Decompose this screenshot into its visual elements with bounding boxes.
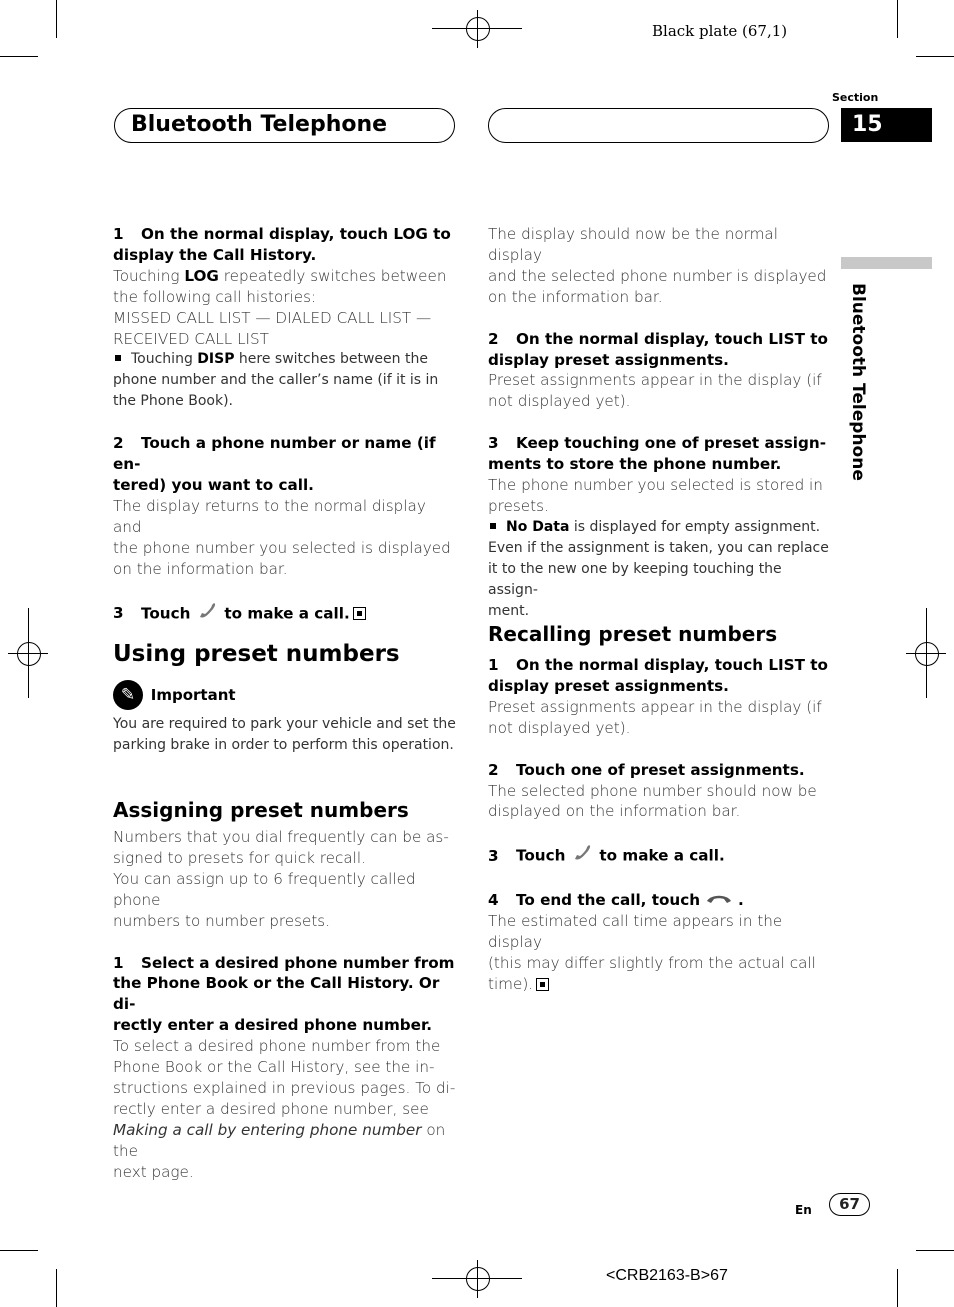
phone-end-icon <box>706 890 732 911</box>
section-label: Section <box>832 91 879 104</box>
language-label: En <box>795 1203 812 1217</box>
blank-title-box <box>488 108 829 143</box>
section-title-box <box>114 108 455 143</box>
important-box <box>113 680 458 710</box>
plate-label: Black plate (67,1) <box>652 22 788 40</box>
step-heading: 1 On the normal display, touch LOG to <box>113 225 451 243</box>
important-label: Important <box>150 685 236 704</box>
body-text: The display should now be the normal display <box>488 225 778 264</box>
step-heading: display preset assignments. <box>488 350 729 369</box>
body-text: not displayed yet). <box>488 718 631 737</box>
step-heading: 1 Select a desired phone number from <box>113 953 455 972</box>
important-icon: ✎ <box>113 680 143 710</box>
body-text: and the selected phone number is displayed <box>488 266 827 285</box>
step-heading: 1 On the normal display, touch LIST to <box>488 656 828 674</box>
step-heading: 3 Touch to make a call. <box>488 843 833 869</box>
crop-mark <box>897 0 898 38</box>
section-number-box <box>841 108 932 142</box>
step-heading: the Phone Book or the Call History. Or di- <box>113 974 440 1014</box>
step-heading: tered) you want to call. <box>113 475 314 494</box>
body-text: The estimated call time appears in the display <box>488 912 783 952</box>
step-heading: 4 To end the call, touch . <box>488 891 744 910</box>
body-text: on the information bar. <box>488 287 663 306</box>
step-heading: 2 Touch one of preset assignments. <box>488 760 805 779</box>
crop-mark <box>56 0 57 38</box>
step-heading: display the Call History. <box>113 245 317 264</box>
step-heading: 3 Touch to make a call. <box>113 601 458 627</box>
note-text: parking brake in order to perform this operation. <box>113 737 454 753</box>
note-text: ment. <box>488 602 530 619</box>
body-text: next page. <box>113 1162 194 1181</box>
side-tab-label: Bluetooth Telephone <box>848 283 868 481</box>
body-text: on the information bar. <box>113 559 288 578</box>
phone-call-icon <box>571 843 593 869</box>
assign-section <box>113 797 458 823</box>
body-text: The selected phone number should now be <box>488 781 817 800</box>
bullet-icon <box>490 523 496 529</box>
step-heading: rectly enter a desired phone number. <box>113 1016 433 1035</box>
body-text: Making a call by entering phone number on the <box>113 1120 446 1160</box>
side-tab-bar <box>841 257 932 269</box>
left-column <box>113 224 458 626</box>
recall-section <box>488 621 833 647</box>
subsection-heading: Assigning preset numbers <box>113 798 409 822</box>
body-text: displayed on the information bar. <box>488 802 741 821</box>
body-text: Phone Book or the Call History, see the in- <box>113 1058 435 1077</box>
crop-mark <box>916 56 954 57</box>
note-text: the Phone Book). <box>113 393 233 410</box>
body-text: The display returns to the normal display and <box>113 496 426 536</box>
note-text: You are required to park your vehicle and set the <box>113 716 456 732</box>
note-text: Even if the assignment is taken, you can replace <box>488 539 829 556</box>
body-text: Touching LOG repeatedly switches between <box>113 266 447 285</box>
body-text: time). <box>488 974 833 995</box>
step-heading: 2 Touch a phone number or name (if en- <box>113 434 436 474</box>
body-text: RECEIVED CALL LIST <box>113 329 269 348</box>
body-text: numbers to number presets. <box>113 911 331 930</box>
body-text: Preset assignments appear in the display (if <box>488 697 822 716</box>
step-heading: display preset assignments. <box>488 676 729 695</box>
body-text: not displayed yet). <box>488 392 631 411</box>
crop-mark <box>56 1269 57 1307</box>
body-text: Numbers that you dial frequently can be as- <box>113 828 449 846</box>
crop-mark <box>0 56 38 57</box>
body-text: signed to presets for quick recall. <box>113 848 366 867</box>
body-text: structions explained in previous pages. To di- <box>113 1078 456 1097</box>
page-title: Bluetooth Telephone <box>131 112 388 137</box>
step-heading: 2 On the normal display, touch LIST to <box>488 329 828 348</box>
crop-mark <box>0 1250 38 1251</box>
important-text <box>113 714 458 756</box>
page-number: 67 <box>829 1193 870 1216</box>
body-text: Preset assignments appear in the display (if <box>488 371 822 390</box>
body-text: rectly enter a desired phone number, see <box>113 1099 429 1118</box>
end-mark-icon <box>536 978 549 991</box>
end-mark-icon <box>353 607 366 620</box>
crop-mark <box>897 1269 898 1307</box>
subsection-heading: Recalling preset numbers <box>488 622 778 646</box>
right-column <box>488 224 833 621</box>
body-text: the phone number you selected is displayed <box>113 538 451 557</box>
note-text: it to the new one by keeping touching the assign- <box>488 560 782 598</box>
body-text: The phone number you selected is stored in <box>488 476 823 495</box>
note-text: phone number and the caller’s name (if it is in <box>113 372 439 389</box>
note-text: Touching DISP here switches between the <box>113 349 458 370</box>
body-text: the following call histories: <box>113 287 317 306</box>
step-heading: ments to store the phone number. <box>488 455 782 474</box>
step-heading: 3 Keep touching one of preset assign- <box>488 434 826 453</box>
body-text: (this may differ slightly from the actual call <box>488 954 816 973</box>
section-heading: Using preset numbers <box>113 641 400 667</box>
phone-call-icon <box>196 601 218 627</box>
note-text: No Data is displayed for empty assignment. <box>488 517 833 538</box>
crop-mark <box>916 1250 954 1251</box>
body-text: You can assign up to 6 frequently called phone <box>113 869 416 909</box>
body-text: presets. <box>488 496 549 515</box>
using-section <box>113 640 458 668</box>
body-text: MISSED CALL LIST — DIALED CALL LIST — <box>113 308 432 327</box>
section-number: 15 <box>852 112 883 137</box>
assign-column <box>113 827 458 1183</box>
recall-column <box>488 655 833 995</box>
body-text: To select a desired phone number from the <box>113 1037 441 1056</box>
document-code: <CRB2163-B>67 <box>606 1267 728 1284</box>
bullet-icon <box>115 355 121 361</box>
